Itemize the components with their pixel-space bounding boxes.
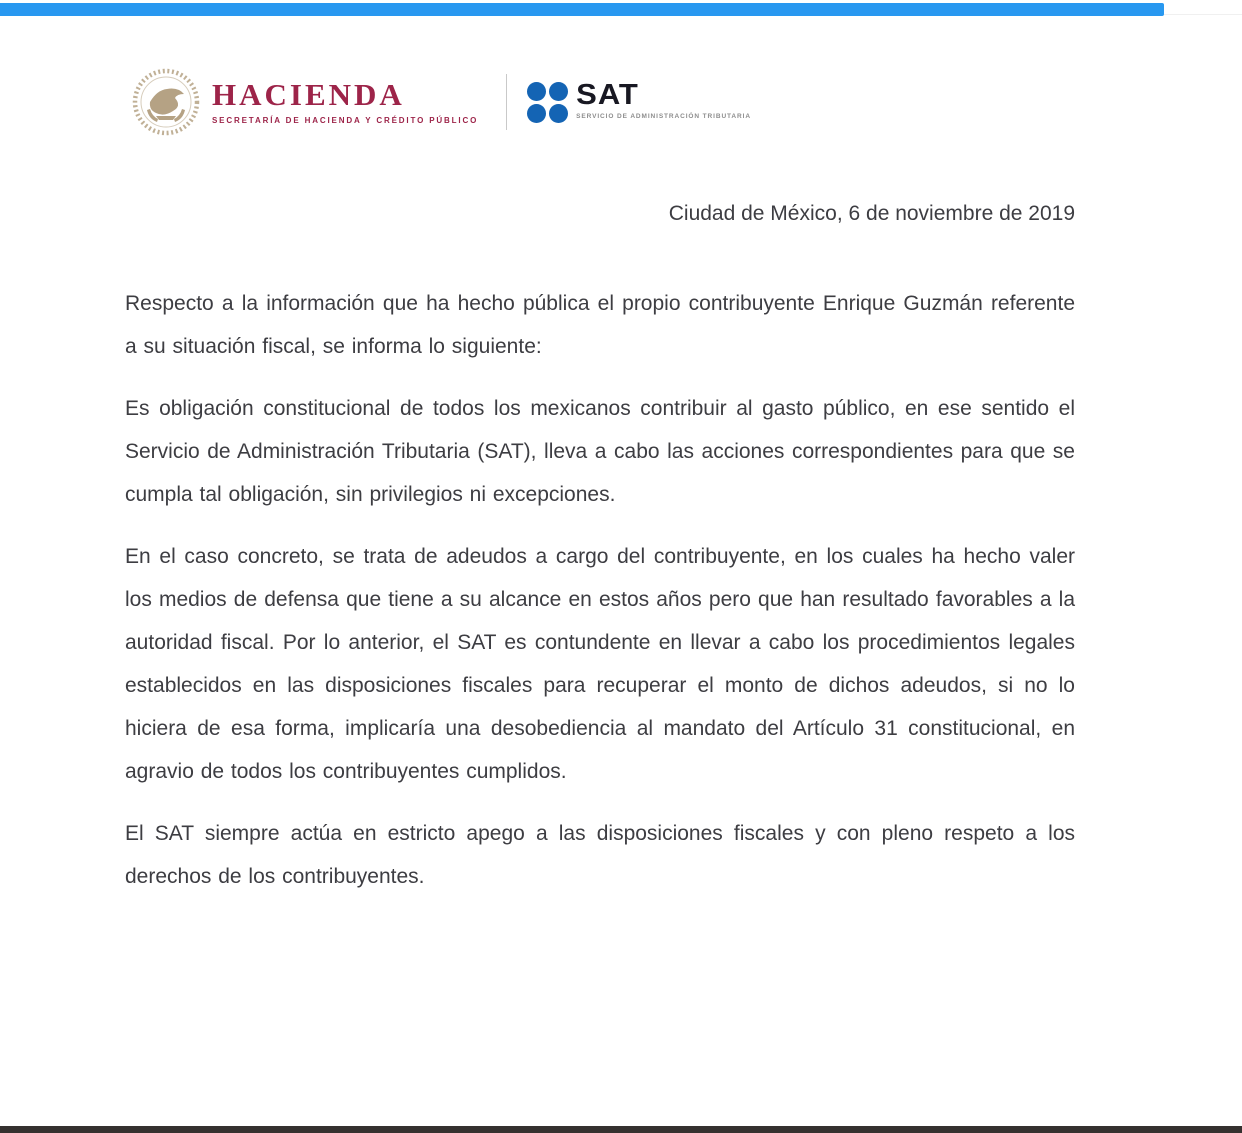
top-accent-bar [0, 3, 1164, 16]
dateline: Ciudad de México, 6 de noviembre de 2019 [668, 202, 1075, 225]
paragraph-4: El SAT siempre actúa en estricto apego a las disposiciones fiscales y con pleno respeto a los derechos de los contribuyentes. [125, 822, 1075, 888]
hacienda-wordmark: HACIENDA [212, 77, 405, 112]
sat-four-circles-icon [527, 82, 569, 124]
sat-circle [549, 104, 568, 123]
sat-logo [527, 80, 751, 124]
sat-circle [549, 82, 568, 101]
letterhead [130, 62, 751, 142]
hacienda-subtitle: SECRETARÍA DE HACIENDA Y CRÉDITO PÚBLICO [212, 116, 479, 125]
logo-divider [506, 74, 507, 130]
paragraph-1: Respecto a la información que ha hecho pública el propio contribuyente Enrique Guzmán referente a su situación fiscal, se informa lo siguiente: [125, 292, 1075, 358]
sat-wordmark: SAT [576, 78, 639, 111]
paragraph-3: En el caso concreto, se trata de adeudos a cargo del contribuyente, en los cuales ha hecho valer los medios de defensa que tiene a su alcance en estos años pero que han resultado favorables a la autoridad fiscal. Por lo anterior, el SAT es contundente en llevar a cabo los procedimientos legales establecidos en las disposiciones fiscales para recuperar el monto de dichos adeudos, si no lo hiciera de esa forma, implicaría una desobediencia al mandato del Artículo 31 constitucional, en agravio de todos los contribuyentes cumplidos. [125, 545, 1075, 783]
letter-body [125, 192, 1075, 917]
sat-circle [527, 82, 546, 101]
hacienda-logo [212, 79, 478, 125]
sat-circle [527, 104, 546, 123]
mexican-eagle-seal-icon [130, 64, 202, 140]
sat-subtitle: SERVICIO DE ADMINISTRACIÓN TRIBUTARIA [576, 113, 751, 120]
footer-bar [0, 1126, 1242, 1133]
sat-text-block [576, 80, 751, 120]
paragraph-2: Es obligación constitucional de todos los mexicanos contribuir al gasto público, en ese sentido el Servicio de Administración Tributaria (SAT), lleva a cabo las acciones correspondientes para que se cumpla tal obligación, sin privilegios ni excepciones. [125, 397, 1075, 506]
